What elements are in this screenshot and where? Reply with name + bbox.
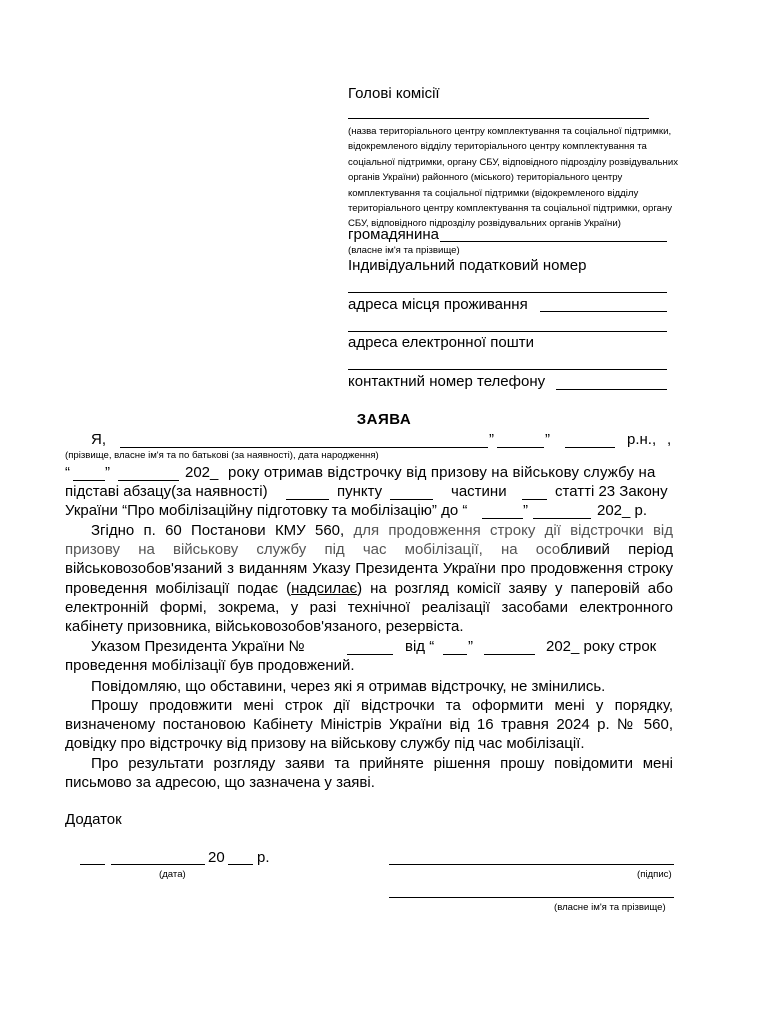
date-caption: (дата) [159, 869, 186, 880]
deferment-month-line[interactable] [118, 480, 179, 481]
citizen-caption: (власне ім'я та прізвище) [348, 245, 460, 256]
phone-line[interactable] [556, 389, 667, 390]
date-month-line[interactable] [111, 864, 205, 865]
line3-c: 202_ р. [597, 502, 648, 519]
decree-day-line[interactable] [443, 654, 467, 655]
paragraph-regulation [65, 521, 673, 636]
line3-a: України “Про мобілізаційну підготовку та мобілізацію” до “ [65, 502, 468, 519]
signer-name-line[interactable] [389, 897, 674, 898]
commission-name-line[interactable] [348, 118, 649, 119]
until-month-line[interactable] [533, 518, 591, 519]
line3-b: ” [523, 502, 528, 519]
document-title: ЗАЯВА [356, 411, 412, 428]
deferment-year: 202_ [185, 464, 219, 481]
address-line-2[interactable] [348, 331, 667, 332]
phone-label: контактний номер телефону [348, 373, 546, 390]
point-line[interactable] [390, 499, 433, 500]
email-line[interactable] [348, 369, 667, 370]
decree-d: 202_ року строк [546, 638, 657, 655]
paragraph-circumstances: Повідомляю, що обставини, через які я отримав відстрочку, не змінились. [91, 678, 606, 695]
full-name-line[interactable] [120, 447, 488, 448]
decree-c: ” [468, 638, 473, 655]
until-day-line[interactable] [482, 518, 523, 519]
line2-c: частини [451, 483, 507, 500]
signature-caption: (підпис) [637, 869, 672, 880]
email-label: адреса електронної пошти [348, 334, 535, 351]
attachment-label: Додаток [65, 811, 122, 828]
deferment-day-line[interactable] [73, 480, 105, 481]
para1-d: надсилає [291, 579, 358, 597]
line1-text: року отримав відстрочку від призову на військову службу на [228, 464, 656, 481]
birth-year-line[interactable] [565, 447, 615, 448]
para1-c: бливий період військовозобов'язаний з виданням Указу Президента України про продовження строку проведення мобілізації подає ( [65, 541, 673, 597]
address-label: адреса місця проживання [348, 296, 528, 313]
year-prefix: 20 [208, 849, 225, 866]
line2-a: підставі абзацу(за наявності) [65, 483, 268, 500]
commission-caption: (назва територіального центру комплектування та соціальної підтримки, відокремленого відділу територіального центру комплектування та соціальної підтримки, органу СБУ, відповідного підрозділу розвідувальних органів України) районного (міського) територіального центру комплектування та соціальної підтримки (відокремленого відділу територіального центру комплектування та соціальної підтримки, органу СБУ, відповідного підрозділу розвідувальних органів України) [348, 126, 678, 230]
address-line-1[interactable] [540, 311, 667, 312]
quote-close-2: ” [545, 431, 550, 448]
quote-open-1: “ [65, 464, 70, 481]
decree-a: Указом Президента України № [91, 638, 305, 655]
paragraph-notify: Про результати розгляду заяви та прийняте рішення прошу повідомити мені письмово за адресою, що зазначена у заяві. [65, 755, 673, 792]
decree-number-line[interactable] [347, 654, 393, 655]
paragraph-request: Прошу продовжити мені строк дії відстрочки та оформити мені у порядку, визначеному постановою Кабінету Міністрів України від 16 травня 2024 р. № 560, довідку про відстрочку від призову на військову службу під час мобілізації. [65, 697, 673, 753]
addressee-title: Голові комісії [348, 85, 440, 102]
part-line[interactable] [522, 499, 547, 500]
date-year-line[interactable] [228, 864, 253, 865]
para1-b: для продовження строку дії відстрочки від призову на військову службу під час мобілізації, на осо [65, 522, 674, 559]
para1-e: ) на розгляд комісії заяву у паперовій або електронній формі, зокрема, у разі технічної реалізації засобами електронного кабінету призовника, військовозобов'язаного, резервіста. [65, 579, 673, 636]
signature-line[interactable] [389, 864, 674, 865]
decree-line2: проведення мобілізації був продовжений. [65, 657, 355, 674]
para1-a: Згідно п. 60 Постанови КМУ 560, [91, 522, 354, 539]
rn-label: р.н., [627, 431, 657, 448]
year-suffix: р. [257, 849, 270, 866]
citizen-name-line[interactable] [440, 241, 667, 242]
tax-id-line[interactable] [348, 292, 667, 293]
comma: , [667, 431, 672, 448]
tax-id-label: Індивідуальний податковий номер [348, 257, 587, 274]
date-day-line[interactable] [80, 864, 105, 865]
citizen-label: громадянина [348, 226, 439, 243]
signer-name-caption: (власне ім'я та прізвище) [554, 902, 666, 913]
decree-month-line[interactable] [484, 654, 535, 655]
paragraph-line[interactable] [286, 499, 329, 500]
i-label: Я, [91, 431, 106, 448]
line2-d: статті 23 Закону [555, 483, 668, 500]
quote-close-3: ” [105, 464, 110, 481]
line2-b: пункту [337, 483, 383, 500]
birth-date-line[interactable] [497, 447, 544, 448]
name-caption: (прізвище, власне ім'я та по батькові (за наявності), дата народження) [65, 450, 379, 461]
decree-b: від “ [405, 638, 435, 655]
quote-close-1: ” [489, 431, 494, 448]
